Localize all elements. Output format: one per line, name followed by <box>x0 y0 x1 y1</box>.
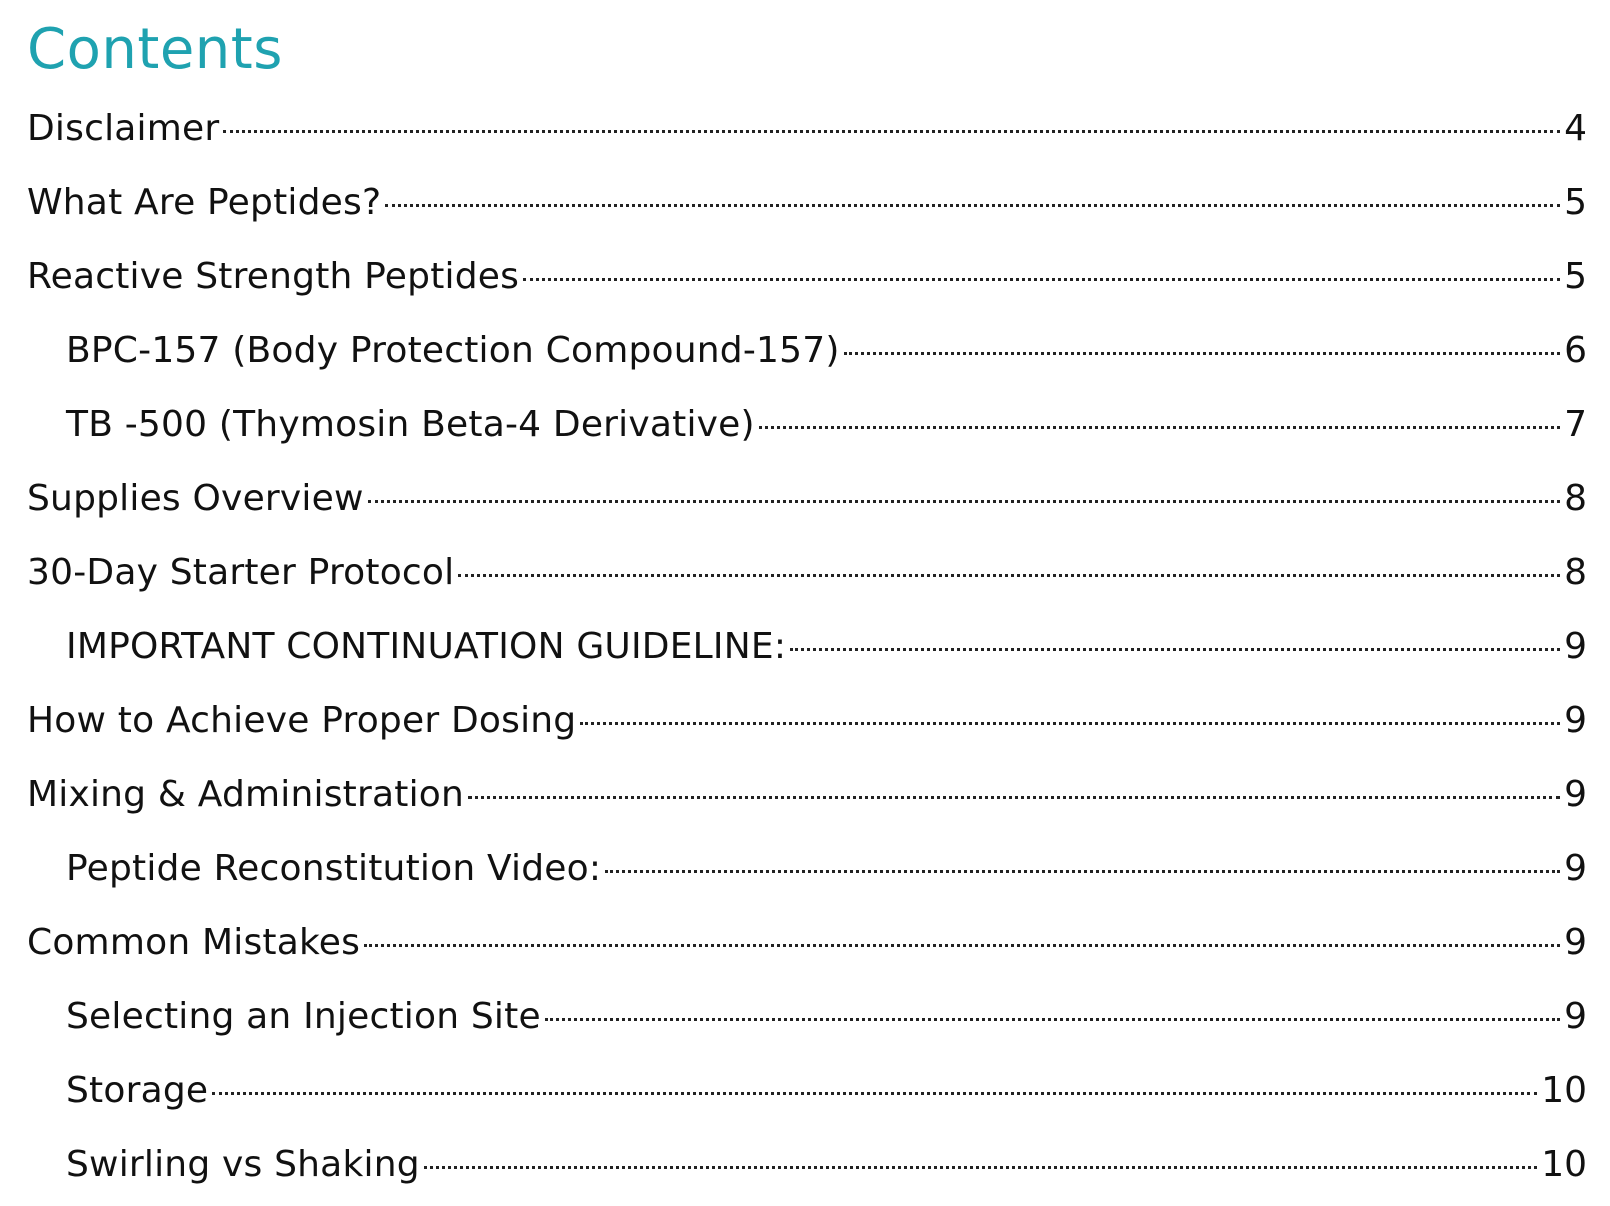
dot-leader <box>844 352 1561 355</box>
dot-leader <box>759 426 1560 429</box>
dot-leader <box>424 1166 1537 1169</box>
toc-entry-label: TB -500 (Thymosin Beta-4 Derivative) <box>66 404 755 445</box>
toc-entry-storage[interactable] <box>27 1054 1587 1128</box>
toc-entry-proper-dosing[interactable] <box>27 684 1587 758</box>
toc-entry-page-number: 10 <box>1541 1070 1587 1111</box>
toc-entry-page-number: 5 <box>1564 182 1587 223</box>
toc-entry-label: IMPORTANT CONTINUATION GUIDELINE: <box>66 626 787 667</box>
toc-entry-page-number: 5 <box>1564 256 1587 297</box>
toc-entry-label: How to Achieve Proper Dosing <box>27 700 577 741</box>
dot-leader <box>212 1092 1537 1095</box>
toc-entry-label: Swirling vs Shaking <box>66 1144 420 1185</box>
toc-entry-30-day-starter-protocol[interactable] <box>27 536 1587 610</box>
toc-entry-label: Storage <box>66 1070 209 1111</box>
dot-leader <box>368 500 1560 503</box>
dot-leader <box>545 1018 1560 1021</box>
toc-entry-page-number: 7 <box>1564 404 1587 445</box>
toc-entry-page-number: 9 <box>1564 996 1587 1037</box>
toc-entry-page-number: 6 <box>1564 330 1587 371</box>
dot-leader <box>385 204 1560 207</box>
dot-leader <box>364 944 1560 947</box>
dot-leader <box>468 796 1560 799</box>
dot-leader <box>790 648 1560 651</box>
toc-list <box>27 92 1587 1202</box>
toc-entry-label: Peptide Reconstitution Video: <box>66 848 602 889</box>
dot-leader <box>580 722 1560 725</box>
toc-entry-reactive-strength-peptides[interactable] <box>27 240 1587 314</box>
dot-leader <box>523 278 1560 281</box>
toc-entry-label: 30-Day Starter Protocol <box>27 552 455 593</box>
toc-entry-label: Selecting an Injection Site <box>66 996 541 1037</box>
toc-entry-label: BPC-157 (Body Protection Compound-157) <box>66 330 840 371</box>
toc-entry-label: Supplies Overview <box>27 478 364 519</box>
toc-entry-page-number: 9 <box>1564 848 1587 889</box>
dot-leader <box>605 870 1560 873</box>
table-of-contents-page <box>27 14 1587 1202</box>
toc-entry-page-number: 9 <box>1564 626 1587 667</box>
toc-entry-important-continuation-guideline[interactable] <box>27 610 1587 684</box>
toc-entry-page-number: 9 <box>1564 922 1587 963</box>
toc-entry-page-number: 10 <box>1541 1144 1587 1185</box>
toc-entry-page-number: 8 <box>1564 552 1587 593</box>
toc-entry-page-number: 4 <box>1564 108 1587 149</box>
toc-entry-reconstitution-video[interactable] <box>27 832 1587 906</box>
toc-entry-common-mistakes[interactable] <box>27 906 1587 980</box>
toc-entry-swirling-vs-shaking[interactable] <box>27 1128 1587 1202</box>
toc-entry-label: Reactive Strength Peptides <box>27 256 520 297</box>
toc-entry-what-are-peptides[interactable] <box>27 166 1587 240</box>
toc-entry-bpc-157[interactable] <box>27 314 1587 388</box>
toc-entry-label: What Are Peptides? <box>27 182 382 223</box>
toc-entry-label: Common Mistakes <box>27 922 361 963</box>
toc-entry-disclaimer[interactable] <box>27 92 1587 166</box>
toc-entry-page-number: 9 <box>1564 700 1587 741</box>
toc-entry-label: Disclaimer <box>27 108 220 149</box>
toc-entry-tb-500[interactable] <box>27 388 1587 462</box>
toc-entry-supplies-overview[interactable] <box>27 462 1587 536</box>
toc-entry-injection-site[interactable] <box>27 980 1587 1054</box>
page-title: Contents <box>27 17 283 82</box>
dot-leader <box>458 574 1560 577</box>
toc-entry-page-number: 9 <box>1564 774 1587 815</box>
dot-leader <box>223 130 1560 133</box>
toc-entry-label: Mixing & Administration <box>27 774 465 815</box>
toc-entry-mixing-administration[interactable] <box>27 758 1587 832</box>
toc-entry-page-number: 8 <box>1564 478 1587 519</box>
